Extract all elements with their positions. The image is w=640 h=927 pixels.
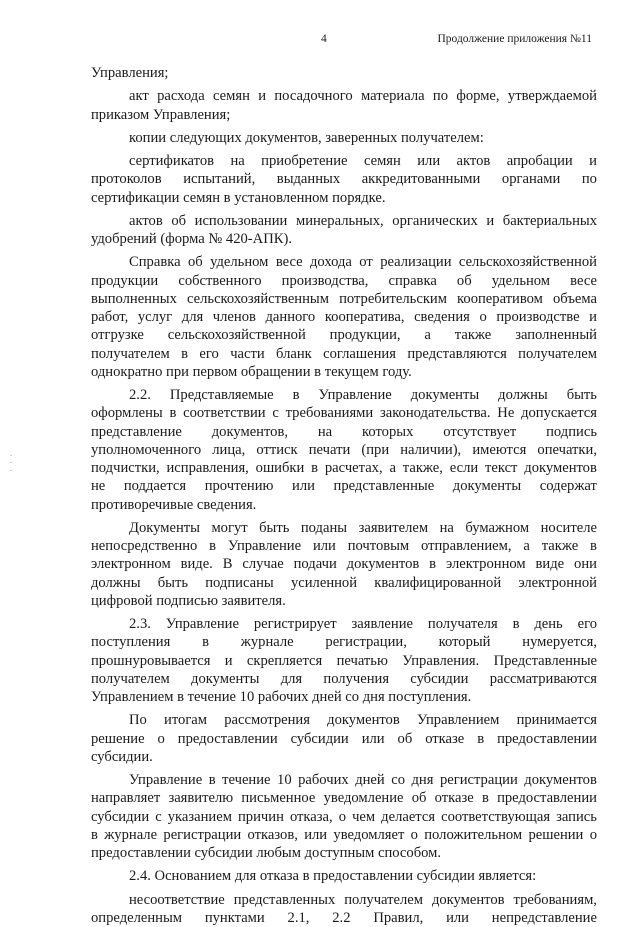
text-line: Управления; (91, 64, 597, 82)
text-line: в журнале регистрации отказов, или уведомляет о положительном решении о (91, 826, 597, 844)
text-line: Управление в течение 10 рабочих дней со дня регистрации документов (91, 771, 597, 789)
text-line: 2.2. Представляемые в Управление документы должны быть (91, 386, 597, 404)
text-line: копии следующих документов, заверенных получателем: (91, 129, 597, 147)
text-line: сертификатов на приобретение семян или актов апробации и (91, 152, 597, 170)
document-body (91, 64, 597, 927)
text-line: непосредственно в Управление или почтовым отправлением, а также в (91, 537, 597, 555)
paragraph (91, 771, 597, 862)
text-line: уполномоченного лица, оттиск печати (при наличии), имеются опечатки, (91, 441, 597, 459)
text-line: работ, услуг для членов данного кооператива, сведения о производстве и (91, 308, 597, 326)
text-line: однократно при первом обращении в текущем году. (91, 363, 597, 381)
text-line: 2.4. Основанием для отказа в предоставлении субсидии является: (91, 867, 597, 885)
text-line: отгрузке сельскохозяйственной продукции, а также заполненный (91, 326, 597, 344)
paragraph (91, 87, 597, 124)
text-line: удобрений (форма № 420-АПК). (91, 230, 597, 248)
paragraph (91, 711, 597, 766)
text-line: акт расхода семян и посадочного материала по форме, утверждаемой (91, 87, 597, 105)
text-line: выполненных сельскохозяйственным потребительским кооперативом объема (91, 290, 597, 308)
text-line: продукции собственного производства, справка об удельном весе (91, 272, 597, 290)
paragraph (91, 129, 597, 147)
text-line: не поддается прочтению или представленные документы содержат (91, 477, 597, 495)
text-line: противоречивые сведения. (91, 496, 597, 514)
text-line: получателем в его части бланк соглашения представляются получателем (91, 345, 597, 363)
text-line: По итогам рассмотрения документов Управлением принимается (91, 711, 597, 729)
text-line: субсидии с указанием причин отказа, о чем делается соответствующая запись (91, 808, 597, 826)
text-line: 2.3. Управление регистрирует заявление получателя в день его (91, 615, 597, 633)
text-line: определенным пунктами 2.1, 2.2 Правил, или непредставление (91, 909, 597, 927)
paragraph (91, 152, 597, 207)
text-line: Справка об удельном весе дохода от реализации сельскохозяйственной (91, 253, 597, 271)
text-line: решение о предоставлении субсидии или об отказе в предоставлении (91, 730, 597, 748)
text-line: несоответствие представленных получателем документов требованиям, (91, 891, 597, 909)
paragraph (91, 212, 597, 249)
text-line: субсидии. (91, 748, 597, 766)
scan-artifact (10, 470, 12, 471)
text-line: предоставлении субсидии любым доступным способом. (91, 844, 597, 862)
text-line: подчистки, исправления, ошибки в расчетах, а также, если текст документов (91, 459, 597, 477)
text-line: Документы могут быть поданы заявителем на бумажном носителе (91, 519, 597, 537)
text-line: направляет заявителю письменное уведомление об отказе в предоставлении (91, 789, 597, 807)
paragraph (91, 519, 597, 610)
appendix-continuation-note: Продолжение приложения №11 (437, 33, 592, 45)
text-line: должны быть подписаны усиленной квалифицированной электронной (91, 574, 597, 592)
text-line: оформлены в соответствии с требованиями законодательства. Не допускается (91, 404, 597, 422)
text-line: протоколов испытаний, выданных аккредитованными органами по (91, 170, 597, 188)
text-line: актов об использовании минеральных, органических и бактериальных (91, 212, 597, 230)
paragraph (91, 891, 597, 927)
text-line: электронном виде. В случае подачи документов в электронном виде они (91, 555, 597, 573)
text-line: получателем документы для получения субсидии рассматриваются (91, 670, 597, 688)
text-line: поступления в журнале регистрации, который нумеруется, (91, 633, 597, 651)
text-line: сертификации семян в установленном порядке. (91, 189, 597, 207)
paragraph (91, 64, 597, 82)
paragraph (91, 386, 597, 514)
paragraph (91, 615, 597, 706)
text-line: цифровой подписью заявителя. (91, 592, 597, 610)
text-line: приказом Управления; (91, 106, 597, 124)
page-number: 4 (321, 33, 327, 45)
text-line: прошнуровывается и скрепляется печатью Управления. Представленные (91, 652, 597, 670)
paragraph (91, 867, 597, 885)
text-line: представление документов, на которых отсутствует подпись (91, 423, 597, 441)
scan-artifact (10, 455, 12, 456)
text-line: Управлением в течение 10 рабочих дней со дня поступления. (91, 688, 597, 706)
paragraph (91, 253, 597, 381)
scan-artifact (10, 462, 12, 463)
